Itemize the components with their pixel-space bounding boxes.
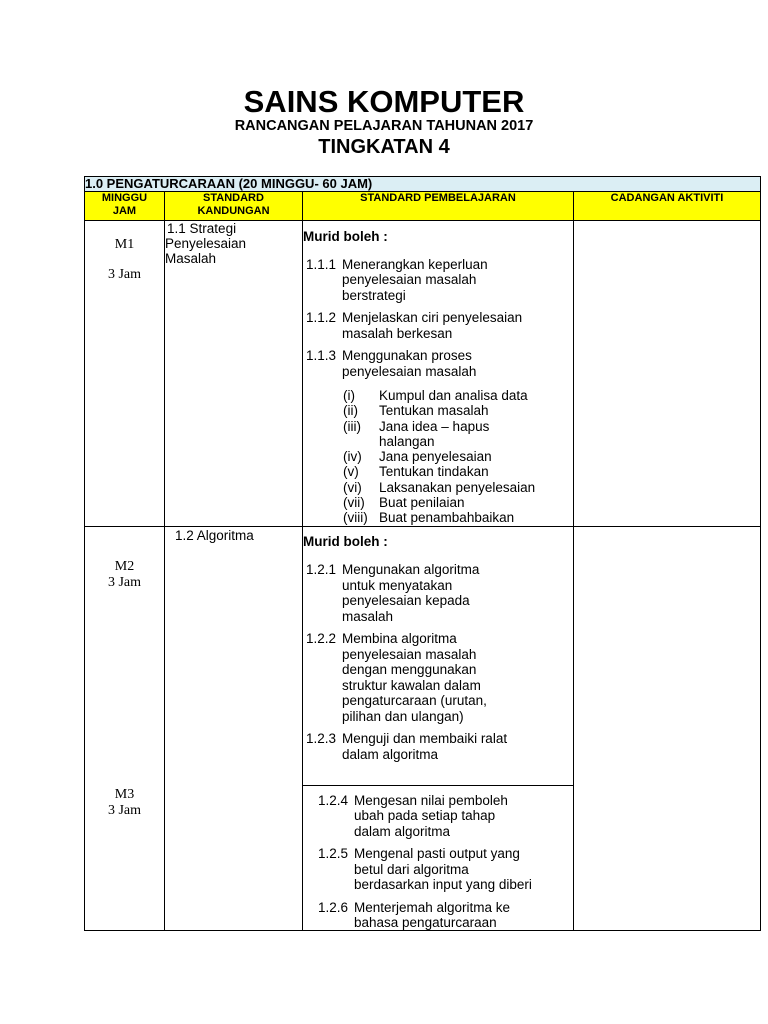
sub-item-number: (vii)	[343, 495, 365, 511]
list-item	[315, 846, 567, 893]
sub-item-number: (v)	[343, 464, 359, 480]
activity-cell	[574, 526, 761, 930]
col-content-label-1: STANDARD	[203, 192, 264, 204]
content-title-3: Masalah	[165, 251, 217, 266]
intro-text: Murid boleh :	[303, 533, 388, 549]
item-text: Menjelaskan ciri penyelesaian masalah berkesan	[342, 310, 523, 341]
lesson-plan-table	[84, 176, 761, 931]
sub-item	[343, 403, 573, 418]
sub-item-number: (vi)	[343, 479, 362, 495]
learning-standard-cell	[303, 526, 574, 930]
hours-label: 3 Jam	[107, 574, 142, 590]
sub-item-text: Kumpul dan analisa data	[379, 388, 528, 403]
sub-item	[343, 388, 573, 403]
sub-item-number: (ii)	[343, 403, 358, 419]
sub-item	[343, 449, 573, 464]
learning-standard-cell	[303, 221, 574, 527]
item-number: 1.1.3	[306, 348, 337, 363]
sub-item-text: Jana idea – hapus halangan	[379, 418, 490, 449]
col-content-label-2: KANDUNGAN	[197, 205, 270, 217]
section-title: 1.0 PENGATURCARAAN (20 MINGGU- 60 JAM)	[85, 177, 761, 192]
sub-item-text: Buat penilaian	[379, 495, 465, 511]
item-number: 1.2.6	[318, 899, 349, 915]
item-number: 1.2.4	[318, 792, 349, 808]
week-label: M1	[114, 237, 135, 252]
list-item	[303, 631, 573, 724]
item-text: Menerangkan keperluan penyelesaian masalah berstrategi	[342, 256, 488, 303]
content-standard-cell	[165, 526, 303, 930]
item-number: 1.2.3	[306, 731, 337, 747]
sub-item-number: (i)	[343, 388, 355, 403]
item-text: Mengesan nilai pemboleh ubah pada setiap tahap dalam algoritma	[354, 792, 508, 839]
hours-label: 3 Jam	[107, 267, 142, 282]
sub-item-text: Tentukan tindakan	[379, 464, 489, 480]
sub-item-number: (iii)	[343, 418, 361, 434]
col-week-header	[85, 192, 165, 221]
item-number: 1.2.2	[306, 631, 337, 647]
week-cell	[85, 221, 165, 527]
sub-item-number: (viii)	[343, 510, 368, 526]
list-item	[303, 257, 573, 304]
table-row	[85, 221, 761, 527]
col-hours-label: JAM	[112, 205, 137, 217]
col-activity-header	[574, 192, 761, 221]
list-item	[315, 793, 567, 840]
content-title-1: Strategi	[189, 221, 237, 236]
col-content-header	[165, 192, 303, 221]
sub-item-text: Laksanakan penyelesaian	[379, 479, 536, 495]
list-item	[303, 348, 573, 379]
intro-text: Murid boleh :	[303, 229, 388, 244]
list-item	[303, 731, 573, 762]
activity-cell	[574, 221, 761, 527]
item-text: Menguji dan membaiki ralat dalam algoritma	[342, 731, 508, 762]
list-item	[303, 562, 573, 624]
content-title: 1.2 Algoritma	[175, 527, 254, 543]
col-week-label: MINGGU	[101, 192, 148, 204]
sub-item	[343, 495, 573, 510]
item-number: 1.1.1	[306, 256, 337, 272]
form-level: TINGKATAN 4	[318, 136, 450, 158]
sub-item-text: Jana penyelesaian	[379, 449, 492, 465]
item-number: 1.1.2	[306, 310, 337, 325]
sub-item	[343, 510, 573, 525]
list-item	[303, 310, 573, 341]
item-text: Mengunakan algoritma untuk menyatakan penyelesaian kepada masalah	[342, 562, 480, 624]
col-activity-label: CADANGAN AKTIVITI	[610, 192, 724, 204]
item-number: 1.2.1	[306, 562, 337, 578]
sub-item	[343, 480, 573, 495]
week-label: M2	[114, 558, 135, 574]
week-label-2: M3	[114, 786, 135, 802]
list-item	[315, 900, 567, 931]
sub-item	[343, 464, 573, 479]
item-text: Menterjemah algoritma ke bahasa pengaturcaraan	[354, 899, 511, 931]
item-text: Membina algoritma penyelesaian masalah dengan menggunakan struktur kawalan dalam pengaturcaraan (urutan, pilihan dan ulangan)	[342, 631, 487, 724]
item-number: 1.2.5	[318, 846, 349, 862]
sub-item-text: Buat penambahbaikan	[379, 510, 515, 526]
item-text: Menggunakan proses penyelesaian masalah	[342, 348, 477, 379]
content-title-2: Penyelesaian	[165, 236, 247, 251]
sub-item-text: Tentukan masalah	[379, 403, 489, 419]
content-standard-cell	[165, 221, 303, 527]
item-text: Mengenal pasti output yang betul dari algoritma berdasarkan input yang diberi	[354, 846, 532, 893]
document-subtitle: RANCANGAN PELAJARAN TAHUNAN 2017	[234, 118, 534, 134]
sub-item-number: (iv)	[343, 449, 362, 465]
sub-item	[343, 419, 573, 450]
row-divider	[303, 785, 574, 786]
header-row	[85, 192, 761, 221]
hours-label-2: 3 Jam	[107, 802, 142, 818]
table-row	[85, 526, 761, 930]
week-cell	[85, 526, 165, 930]
col-learning-label: STANDARD PEMBELAJARAN	[360, 192, 516, 204]
col-learning-header	[303, 192, 574, 221]
content-number: 1.1	[167, 221, 186, 236]
document-title: SAINS KOMPUTER	[243, 84, 525, 119]
section-row	[85, 177, 761, 192]
